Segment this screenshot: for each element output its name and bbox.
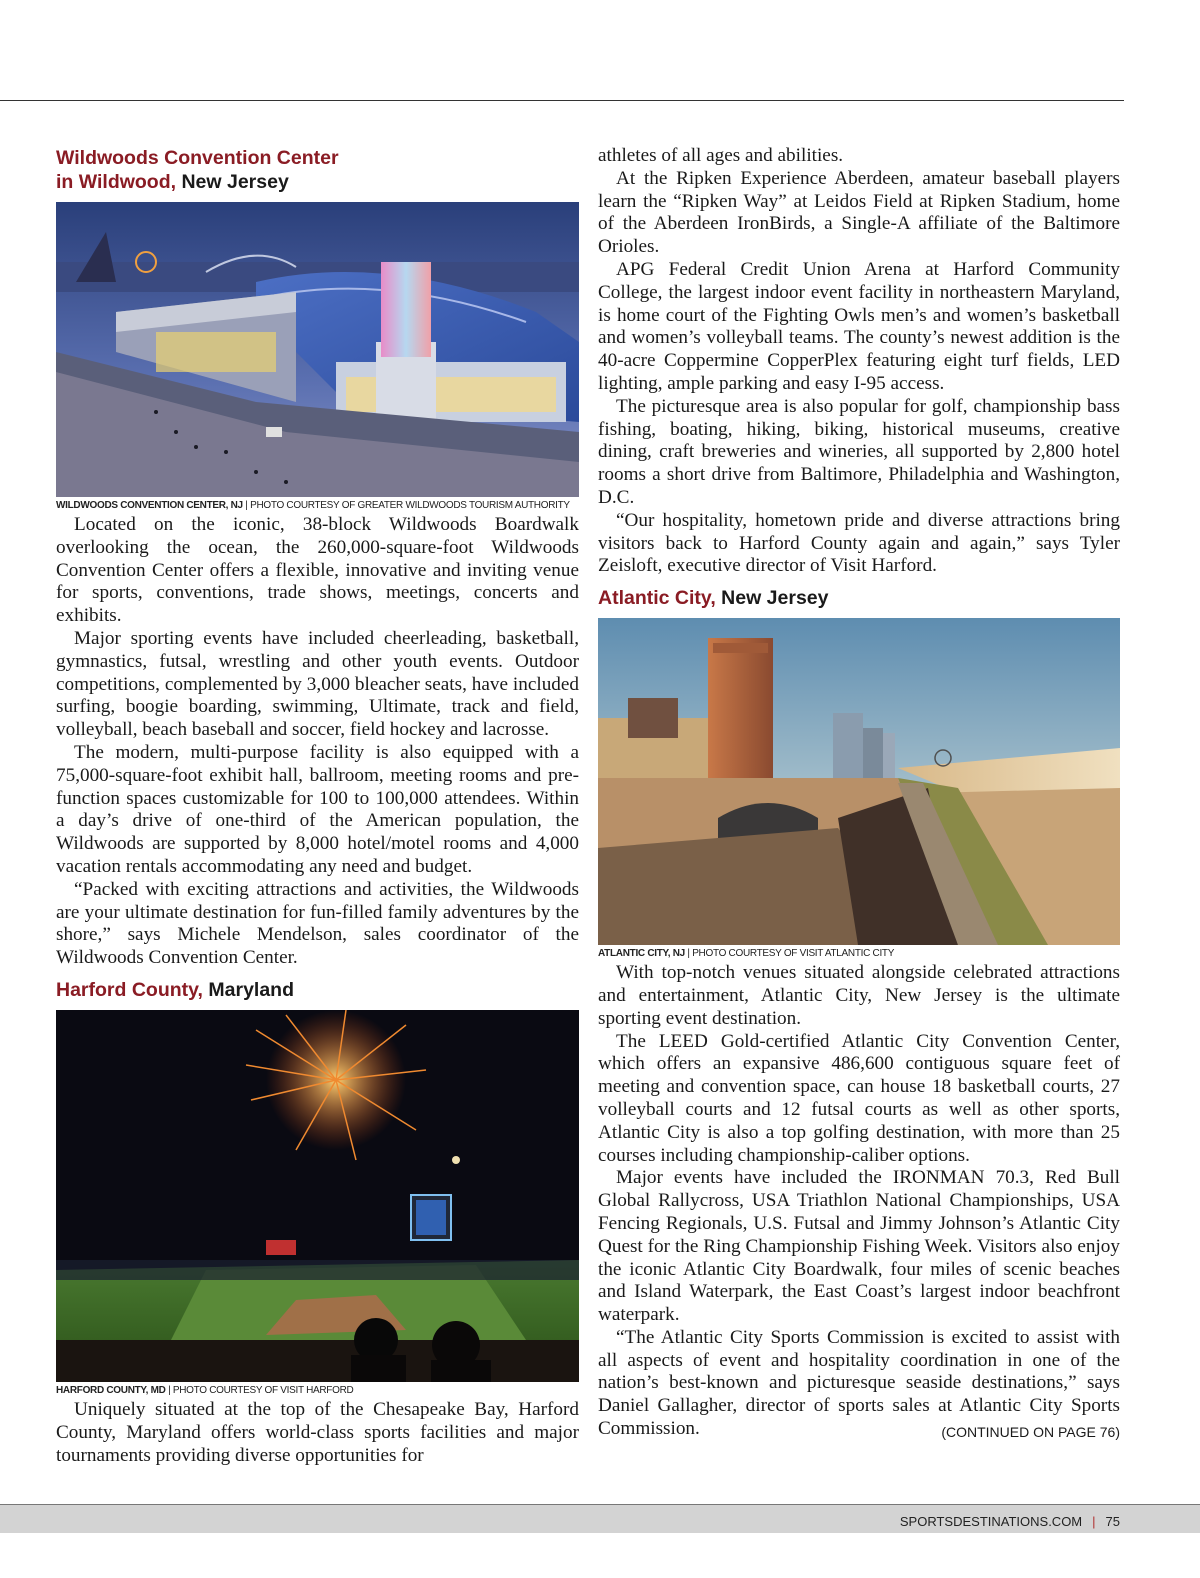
harford-paragraph-4: The picturesque area is also popular for golf, championship bass fishing, boating, hiking, biking, historical museums, creative dining, craft breweries and wineries, all supported by 2,800 hotel rooms a short drive from Baltimore, Philadelphia and Washington, D.C. <box>598 395 1120 508</box>
wildwoods-heading <box>56 146 579 194</box>
atlantic-paragraph-1: With top-notch venues situated alongside celebrated attractions and entertainment, Atlantic City, New Jersey is the ultimate sporting event destination. <box>598 962 1120 1029</box>
footer-site[interactable]: SPORTSDESTINATIONS.COM <box>899 1514 1083 1529</box>
harford-paragraph-3: APG Federal Credit Union Arena at Harford Community College, the largest indoor event facility in northeastern Maryland, is home court of the Fighting Owls men’s and women’s basketball and women’s volleyball teams. The county’s newest addition is the 40-acre Coppermine CopperPlex featuring eight turf fields, LED lighting, ample parking and easy I-95 access. <box>598 258 1120 394</box>
harford-caption-credit: | PHOTO COURTESY OF VISIT HARFORD <box>165 1384 354 1396</box>
harford-caption <box>56 1385 579 1397</box>
harford-caption-location: HARFORD COUNTY, MD <box>56 1384 166 1396</box>
harford-paragraph-2: At the Ripken Experience Aberdeen, amateur baseball players learn the “Ripken Way” at Leidos Field at Ripken Stadium, home of the Aberdeen IronBirds, a Single-A affiliate of the Baltimore Orioles. <box>598 167 1120 258</box>
wildwoods-caption-location: WILDWOODS CONVENTION CENTER, NJ <box>56 500 243 511</box>
wildwoods-heading-line1: Wildwoods Convention Center <box>56 147 339 169</box>
harford-fireworks-stadium-photo <box>56 1010 579 1382</box>
wildwoods-paragraph-1: Located on the iconic, 38-block Wildwoods Boardwalk overlooking the ocean, the 260,000-square-foot Wildwoods Convention Center offers a flexible, innovative and inviting venue for sports, conventions, trade shows, meetings, concerts and exhibits. <box>56 514 579 627</box>
harford-paragraph-5: “Our hospitality, hometown pride and diverse attractions bring visitors back to Harford County again and again,” says Tyler Zeisloft, executive director of Visit Harford. <box>598 509 1120 577</box>
right-column <box>598 145 1120 1444</box>
wildwoods-heading-state: New Jersey <box>181 171 289 193</box>
harford-heading <box>56 978 579 1002</box>
atlantic-caption-location: ATLANTIC CITY, NJ <box>598 948 685 960</box>
atlantic-city-boardwalk-photo <box>598 618 1120 945</box>
footer <box>900 1514 1120 1529</box>
atlantic-paragraph-3: Major events have included the IRONMAN 70.3, Red Bull Global Rallycross, USA Triathlon National Championships, USA Fencing Regionals, U.S. Futsal and Jimmy Johnson’s Atlantic City Quest for the Ring Championship Fishing Week. Visitors also enjoy the iconic Atlantic City Boardwalk, four miles of scenic beaches and Island Waterpark, the East Coast’s largest indoor beachfront waterpark. <box>598 1167 1120 1326</box>
top-rule <box>0 100 1124 101</box>
continued-on-page-link[interactable]: (CONTINUED ON PAGE 76) <box>941 1424 1120 1441</box>
atlantic-paragraph-2: The LEED Gold-certified Atlantic City Convention Center, which offers an expansive 486,600 contiguous square feet of meeting and convention space, can house 18 basketball courts, 27 volleyball courts and 12 futsal courts as well as other sports, Atlantic City is also a top golfing destination, with more than 25 courses including championship-caliber options. <box>598 1030 1120 1166</box>
atlantic-paragraph-4 <box>598 1327 1120 1441</box>
wildwoods-paragraph-4: “Packed with exciting attractions and activities, the Wildwoods are your ultimate destination for fun-filled family adventures by the shore,” says Michele Mendelson, sales coordinator of the Wildwoods Convention Center. <box>56 878 579 969</box>
atlantic-paragraph-4-text: “The Atlantic City Sports Commission is excited to assist with all aspects of event and hospitality coordination in one of the nation’s best-known and picturesque seaside destinations,” says Daniel Gallagher, director of sports sales at Atlantic City Sports Commission. <box>598 1326 1120 1440</box>
harford-paragraph-1: Uniquely situated at the top of the Chesapeake Bay, Harford County, Maryland offers world-class sports facilities and major tournaments providing diverse opportunities for <box>56 1398 579 1466</box>
wildwoods-caption <box>56 500 579 512</box>
harford-paragraph-1-continued: athletes of all ages and abilities. <box>598 145 844 166</box>
page-number: 75 <box>1105 1514 1120 1529</box>
left-column <box>56 146 579 1467</box>
wildwoods-paragraph-2: Major sporting events have included cheerleading, basketball, gymnastics, futsal, wrestling and other youth events. Outdoor competitions, complemented by 3,000 bleacher seats, have included surfing, boogie boarding, swimming, Ultimate, track and field, volleyball, beach baseball and soccer, field hockey and lacrosse. <box>56 627 579 741</box>
atlantic-heading <box>598 586 1120 610</box>
atlantic-heading-state: New Jersey <box>721 587 829 610</box>
harford-heading-county: Harford County, <box>56 978 203 1001</box>
harford-heading-state: Maryland <box>208 978 294 1001</box>
wildwoods-heading-line2: in Wildwood, <box>56 171 177 193</box>
footer-separator: | <box>1092 1514 1096 1529</box>
wildwoods-convention-center-photo <box>56 202 579 497</box>
wildwoods-paragraph-3: The modern, multi-purpose facility is also equipped with a 75,000-square-foot exhibit hall, ballroom, meeting rooms and pre-function spaces customizable for 100 to 100,000 attendees. Within a day’s drive of one-third of the American population, the Wildwoods are supported by 8,000 hotel/motel rooms and 4,000 vacation rentals accommodating any need and budget. <box>56 741 579 877</box>
wildwoods-caption-credit: | PHOTO COURTESY OF GREATER WILDWOODS TOURISM AUTHORITY <box>242 500 570 511</box>
atlantic-heading-city: Atlantic City, <box>598 587 716 610</box>
atlantic-caption-credit: | PHOTO COURTESY OF VISIT ATLANTIC CITY <box>684 948 895 960</box>
atlantic-caption <box>598 948 1120 960</box>
